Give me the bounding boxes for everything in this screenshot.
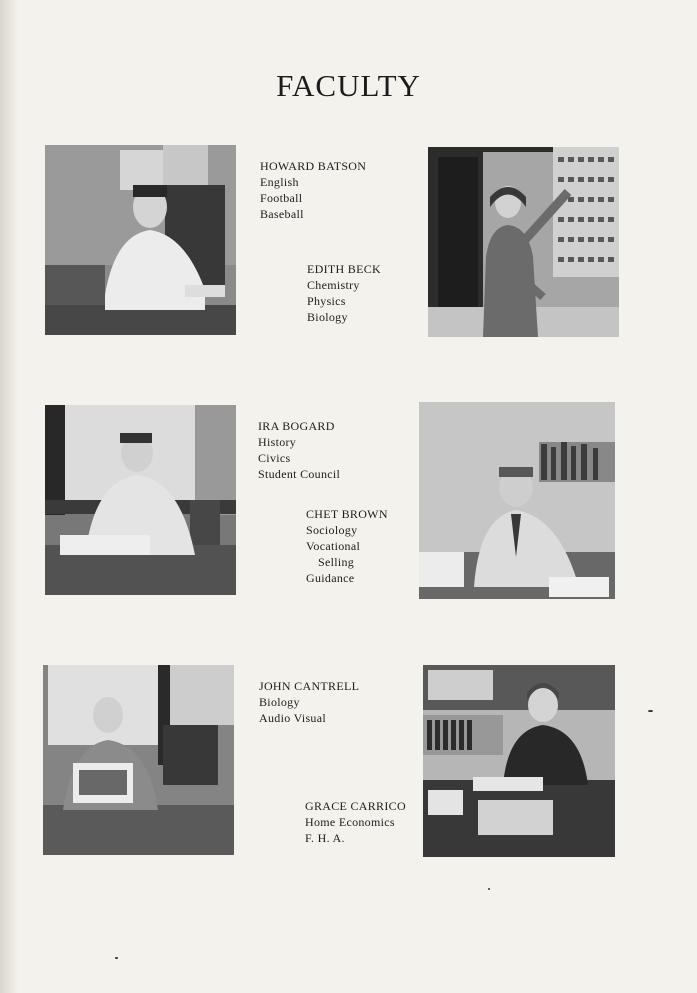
print-speck [115, 957, 118, 959]
teacher-subject: Guidance [306, 571, 355, 585]
caption-grace-carrico [305, 798, 406, 846]
teacher-subject: Chemistry [307, 278, 360, 292]
caption-john-cantrell [259, 678, 359, 726]
teacher-subject: English [260, 175, 299, 189]
teacher-subject: Sociology [306, 523, 358, 537]
teacher-subject: Vocational [306, 539, 361, 553]
teacher-subject: F. H. A. [305, 831, 345, 845]
teacher-subject: Civics [258, 451, 291, 465]
teacher-subject: Student Council [258, 467, 341, 481]
teacher-subject: Biology [307, 310, 348, 324]
photo-chet-brown [419, 402, 615, 599]
page-binding-edge [0, 0, 18, 993]
photo-john-cantrell [43, 665, 234, 855]
teacher-name: JOHN CANTRELL [259, 679, 360, 693]
caption-howard-batson [260, 158, 366, 222]
caption-chet-brown [306, 506, 388, 586]
page-title: FACULTY [276, 68, 421, 103]
teacher-subject: Selling [318, 555, 355, 569]
teacher-subject: Home Economics [305, 815, 395, 829]
print-speck [648, 710, 653, 712]
photo-howard-batson [45, 145, 236, 335]
photo-edith-beck [428, 147, 619, 337]
teacher-subject: Baseball [260, 207, 304, 221]
teacher-name: HOWARD BATSON [260, 159, 367, 173]
caption-ira-bogard [258, 418, 340, 482]
teacher-subject: Biology [259, 695, 300, 709]
teacher-subject: Physics [307, 294, 346, 308]
caption-edith-beck [307, 261, 381, 325]
photo-ira-bogard [45, 405, 236, 595]
teacher-name: EDITH BECK [307, 262, 381, 276]
teacher-name: CHET BROWN [306, 507, 388, 521]
photo-grace-carrico [423, 665, 615, 857]
teacher-name: IRA BOGARD [258, 419, 335, 433]
teacher-subject: History [258, 435, 297, 449]
teacher-name: GRACE CARRICO [305, 799, 406, 813]
print-speck [488, 888, 490, 890]
teacher-subject: Football [260, 191, 303, 205]
teacher-subject: Audio Visual [259, 711, 326, 725]
